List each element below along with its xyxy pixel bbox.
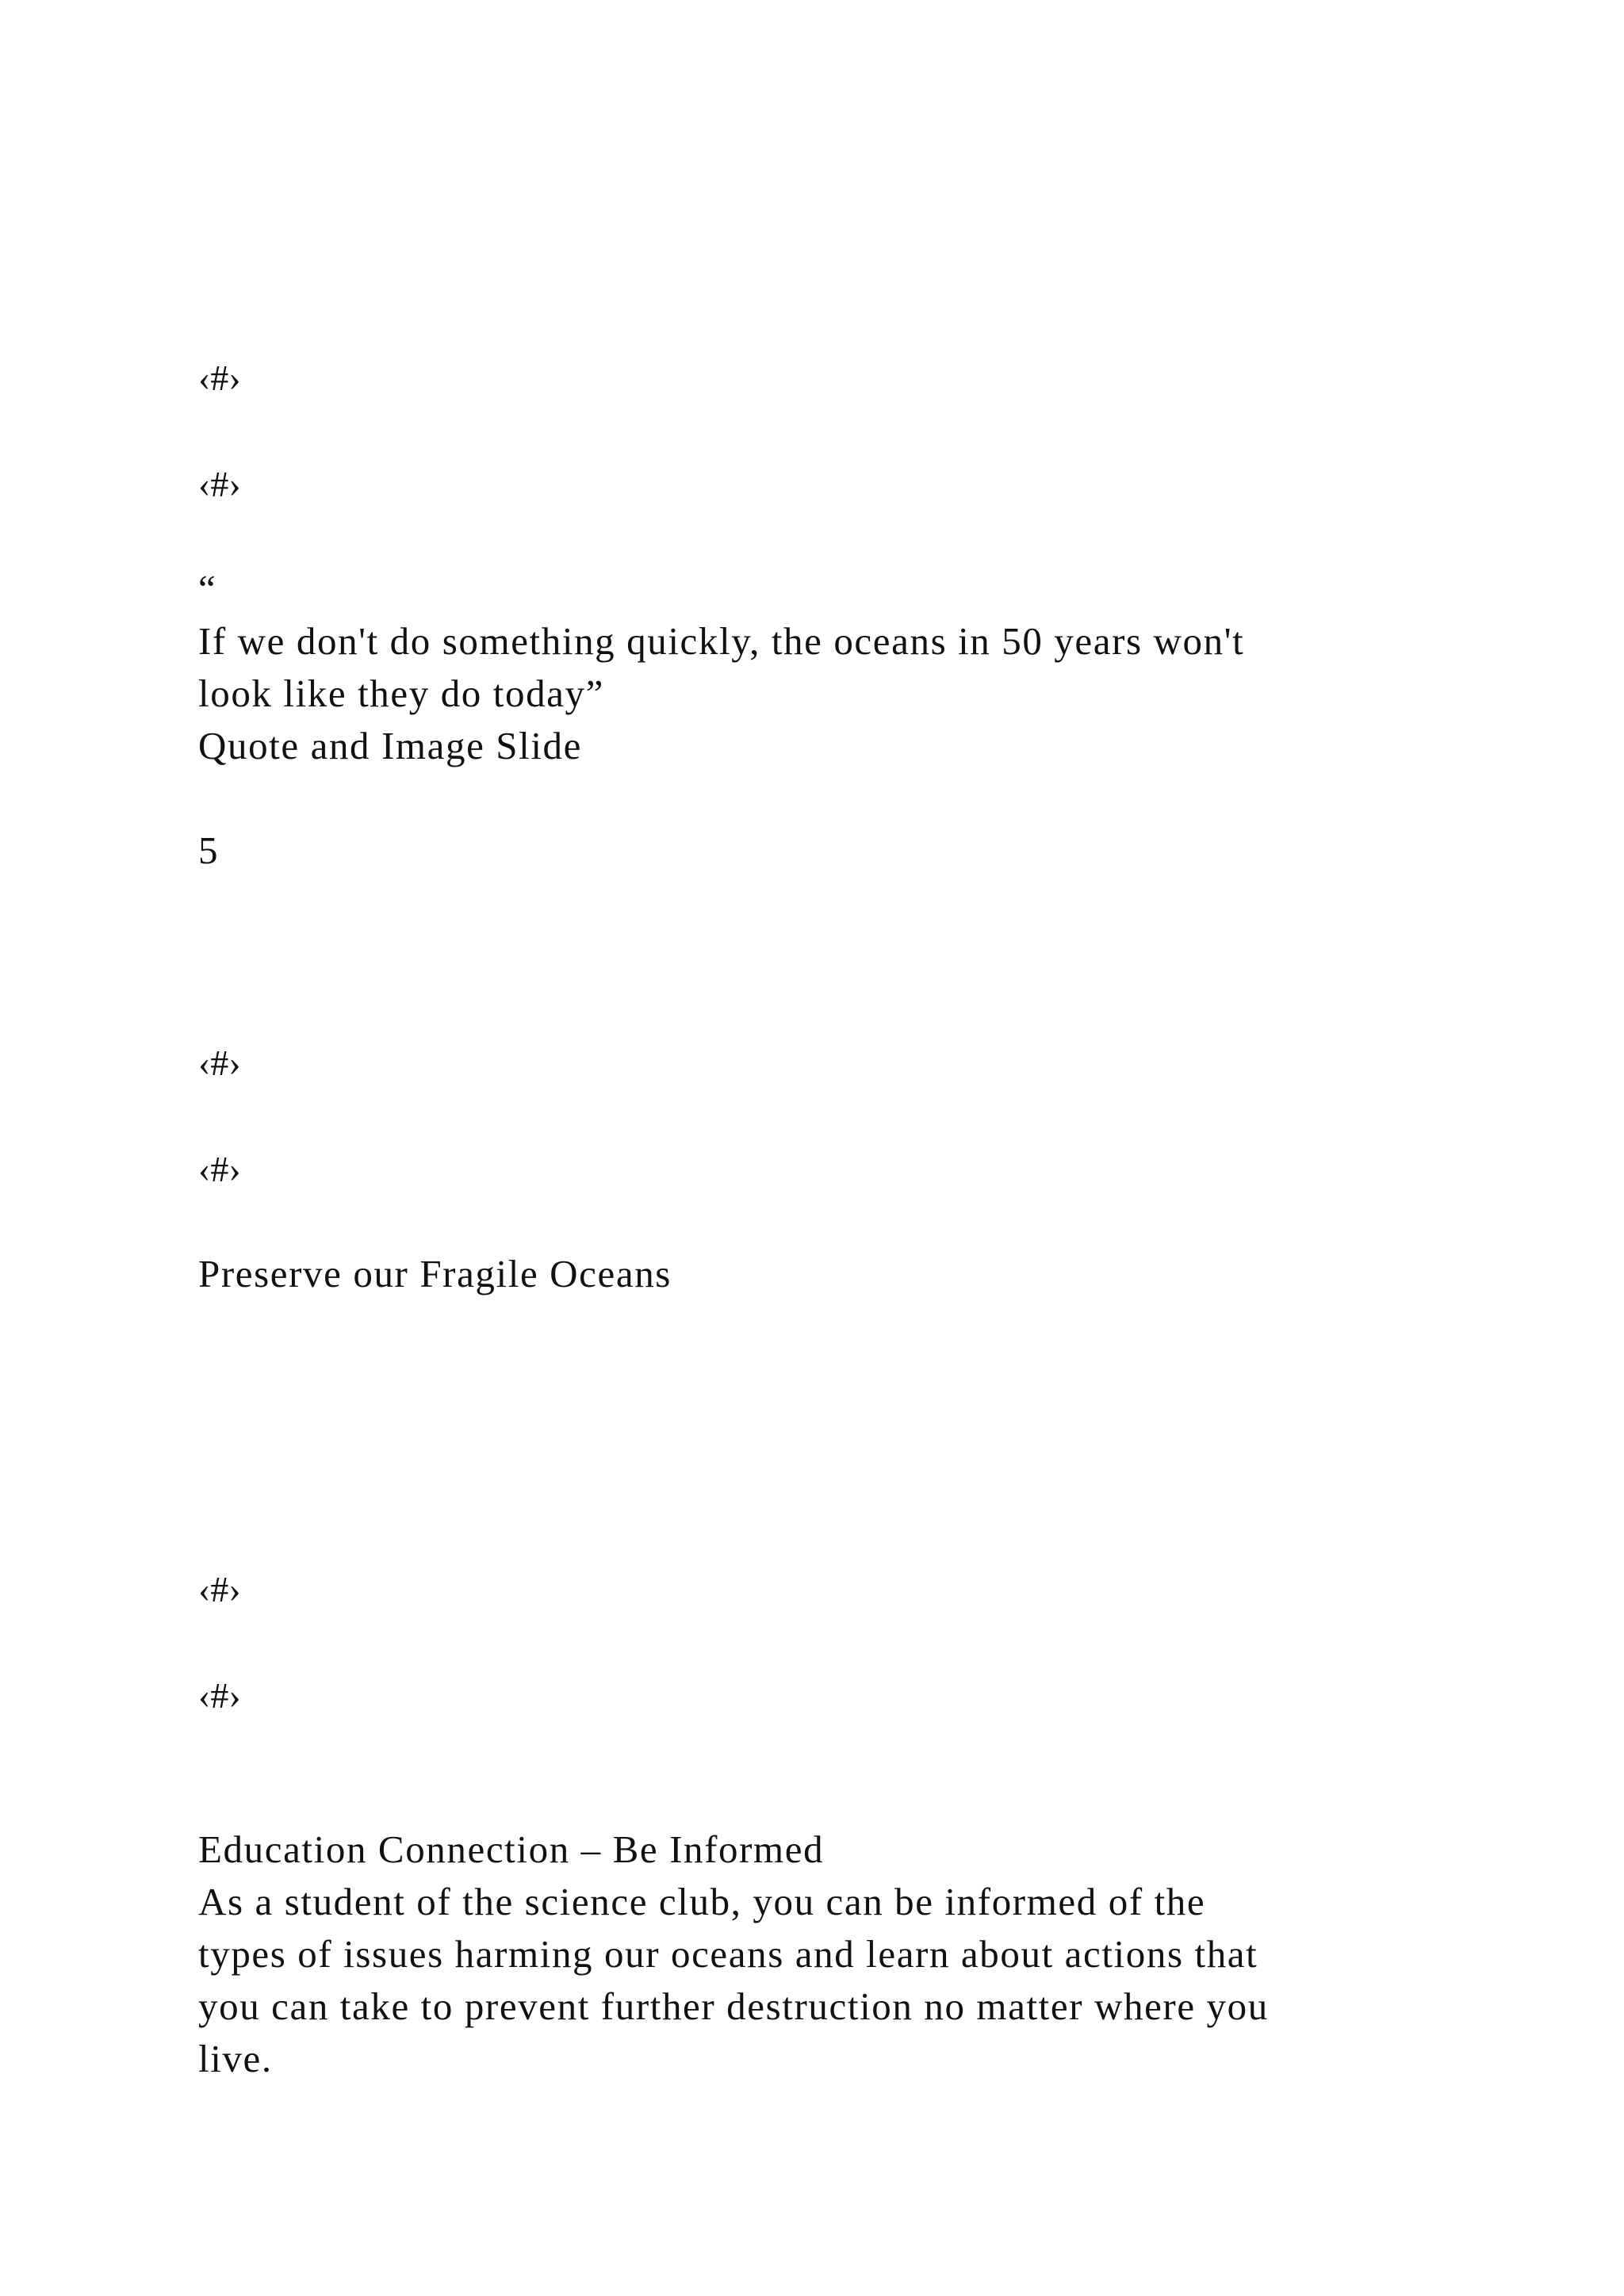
- education-body-line: you can take to prevent further destruction no matter where you: [198, 1984, 1269, 2028]
- education-body-line: As a student of the science club, you can be informed of the: [198, 1880, 1206, 1923]
- slide-number-placeholder: ‹#›: [198, 1149, 241, 1189]
- education-heading: Education Connection – Be Informed: [198, 1827, 825, 1871]
- slide-number-placeholder: ‹#›: [198, 464, 241, 504]
- quote-line: look like they do today”: [198, 672, 604, 715]
- slide-number-placeholder: ‹#›: [198, 1569, 241, 1609]
- education-body-line: types of issues harming our oceans and learn about actions that: [198, 1932, 1258, 1976]
- slide-number-placeholder: ‹#›: [198, 1043, 241, 1083]
- quote-line: If we don't do something quickly, the oceans in 50 years won't: [198, 619, 1245, 663]
- slide-number-placeholder: ‹#›: [198, 1675, 241, 1716]
- section-title: Preserve our Fragile Oceans: [198, 1252, 672, 1295]
- slide-number-placeholder: ‹#›: [198, 358, 241, 398]
- education-body-line: live.: [198, 2037, 273, 2080]
- quote-opening-mark: “: [198, 567, 217, 610]
- slide-number: 5: [198, 828, 220, 872]
- slide-title: Quote and Image Slide: [198, 724, 583, 767]
